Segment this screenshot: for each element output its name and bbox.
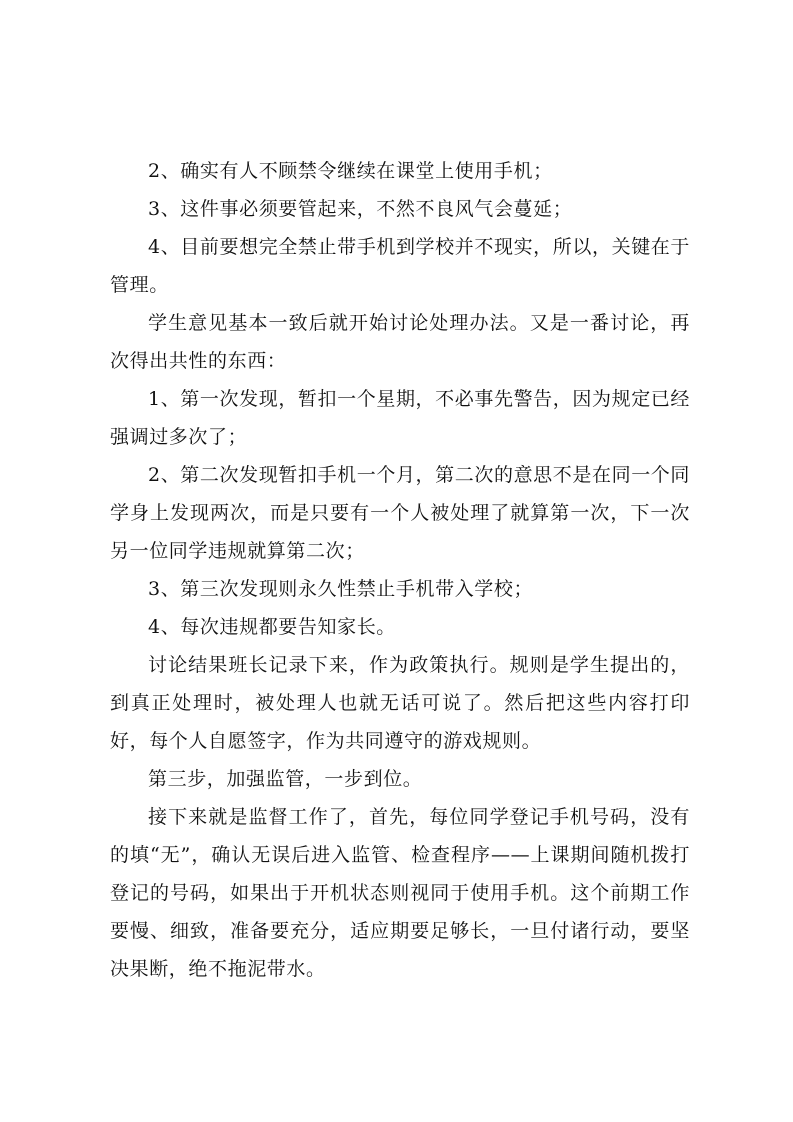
paragraph-10: 第三步，加强监管，一步到位。 <box>148 768 423 790</box>
paragraph-11: 接下来就是监督工作了，首先，每位同学登记手机号码，没有的填“无”，确认无误后进入监管、检查程序——上课期间随机拨打登记的号码，如果出于开机状态则视同于使用手机。这个前期工作要慢、细致，准备要充分，适应期要足够长，一旦付诸行动，要坚决果断，绝不拖泥带水。 <box>110 806 690 980</box>
paragraph-6: 2、第二次发现暂扣手机一个月，第二次的意思不是在同一个同学身上发现两次，而是只要有一个人被处理了就算第一次，下一次另一位同学违规就算第二次； <box>110 464 690 562</box>
paragraph-4: 学生意见基本一致后就开始讨论处理办法。又是一番讨论，再次得出共性的东西： <box>110 312 690 372</box>
paragraph-7: 3、第三次发现则永久性禁止手机带入学校； <box>148 578 534 600</box>
paragraph-2: 3、这件事必须要管起来，不然不良风气会蔓延； <box>148 198 573 220</box>
paragraph-8: 4、每次违规都要告知家长。 <box>148 616 396 638</box>
paragraph-5: 1、第一次发现，暂扣一个星期，不必事先警告，因为规定已经强调过多次了； <box>110 388 690 448</box>
paragraph-9: 讨论结果班长记录下来，作为政策执行。规则是学生提出的，到真正处理时，被处理人也就无话可说了。然后把这些内容打印好，每个人自愿签字，作为共同遵守的游戏规则。 <box>110 654 690 752</box>
document-body <box>110 152 690 988</box>
paragraph-1: 2、确实有人不顾禁令继续在课堂上使用手机； <box>148 160 553 182</box>
paragraph-3: 4、目前要想完全禁止带手机到学校并不现实，所以，关键在于管理。 <box>110 236 690 296</box>
